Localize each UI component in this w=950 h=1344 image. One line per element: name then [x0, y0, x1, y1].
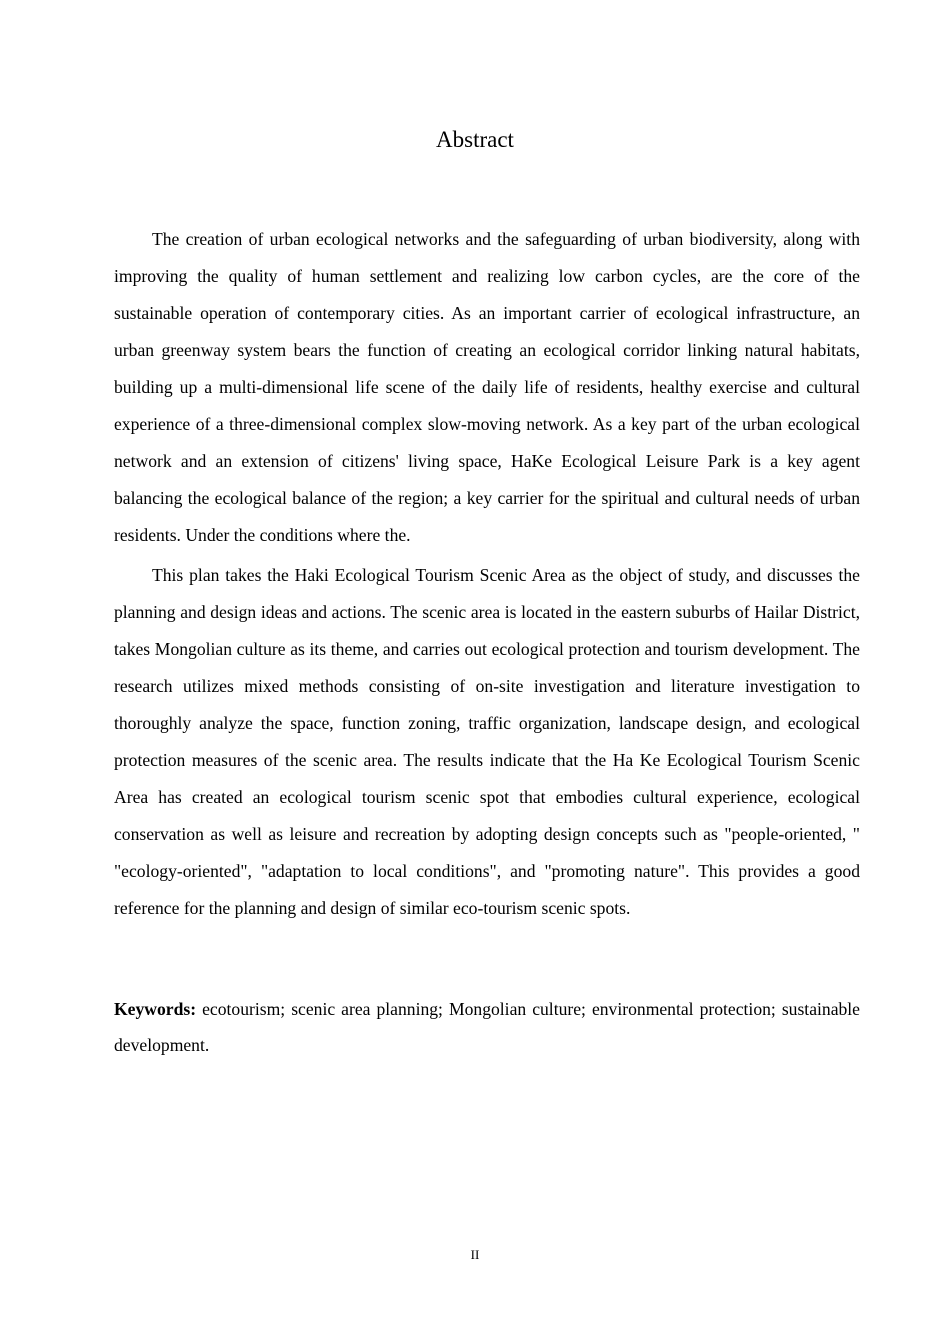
abstract-paragraph-2: This plan takes the Haki Ecological Tourism Scenic Area as the object of study, and discusses the planning and design ideas and actions. The scenic area is located in the eastern suburbs of Hailar District, takes Mongolian culture as its theme, and carries out ecological protection and tourism development. The research utilizes mixed methods consisting of on-site investigation and literature investigation to thoroughly analyze the space, function zoning, traffic organization, landscape design, and ecological protection measures of the scenic area. The results indicate that the Ha Ke Ecological Tourism Scenic Area has created an ecological tourism scenic spot that embodies cultural experience, ecological conservation as well as leisure and recreation by adopting design concepts such as "people-oriented, " "ecology-oriented", "adaptation to local conditions", and "promoting nature". This provides a good reference for the planning and design of similar eco-tourism scenic spots.: [114, 565, 860, 918]
page-number: II: [470, 1247, 480, 1262]
abstract-body: [114, 221, 860, 927]
abstract-title: Abstract: [436, 127, 514, 152]
keywords-label: Keywords:: [114, 999, 197, 1019]
keywords-line: [114, 991, 860, 1063]
abstract-paragraph-1: The creation of urban ecological networks and the safeguarding of urban biodiversity, along with improving the quality of human settlement and realizing low carbon cycles, are the core of the sustainable operation of contemporary cities. As an important carrier of ecological infrastructure, an urban greenway system bears the function of creating an ecological corridor linking natural habitats, building up a multi-dimensional life scene of the daily life of residents, healthy exercise and cultural experience of a three-dimensional complex slow-moving network. As a key part of the urban ecological network and an extension of citizens' living space, HaKe Ecological Leisure Park is a key agent balancing the ecological balance of the region; a key carrier for the spiritual and cultural needs of urban residents. Under the conditions where the.: [114, 229, 860, 545]
keywords-text: ecotourism; scenic area planning; Mongolian culture; environmental protection; sustainable development.: [114, 999, 860, 1055]
